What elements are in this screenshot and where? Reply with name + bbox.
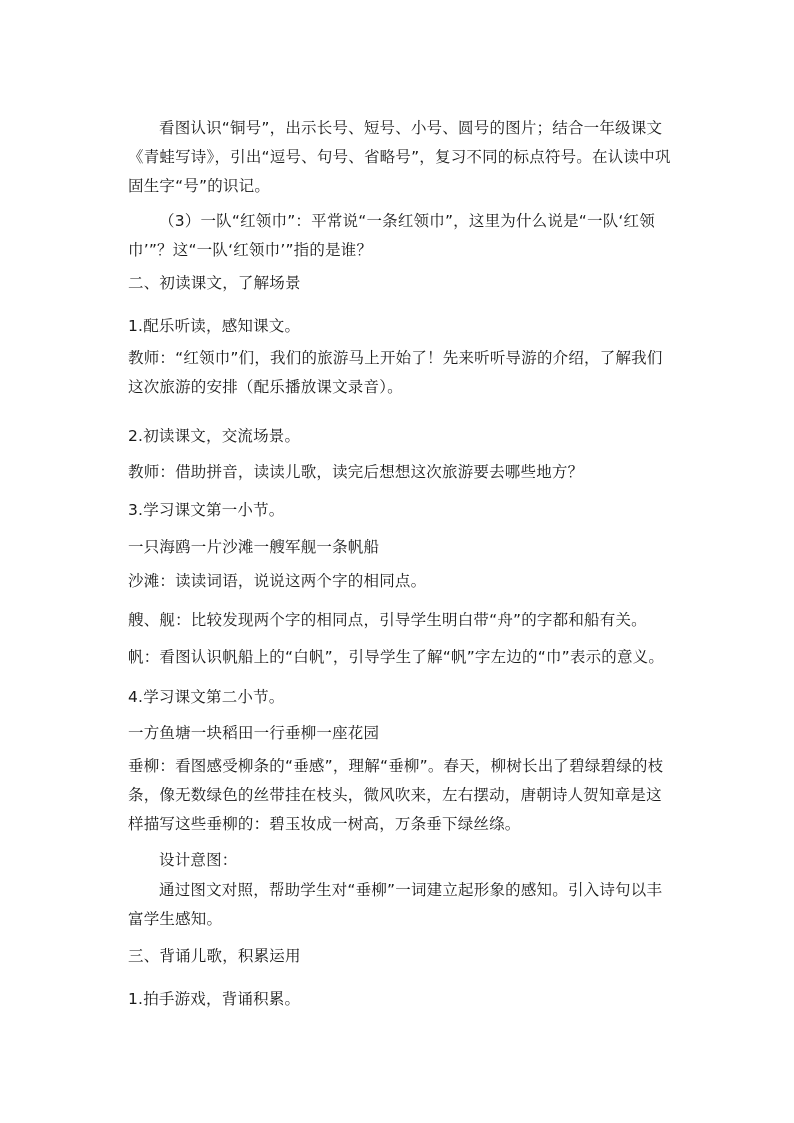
section-heading-recite: 三、背诵儿歌，积累运用 [128, 947, 301, 965]
paragraph-teacher-intro: 教师：“红领巾”们，我们的旅游马上开始了！先来听听导游的介绍，了解我们这次旅游的安排（配乐播放课文录音）。 [128, 349, 663, 396]
paragraph-teacher-pinyin: 教师：借助拼音，读读儿歌，读完后想想这次旅游要去哪些地方？ [128, 463, 584, 481]
section-heading-first-reading: 二、初读课文，了解场景 [128, 274, 301, 292]
paragraph-design-intent-label: 设计意图： [159, 851, 238, 869]
paragraph-sail: 帆：看图认识帆船上的“白帆”，引导学生了解“帆”字左边的“巾”表示的意义。 [128, 648, 665, 666]
step-heading-first-read: 2.初读课文，交流场景。 [128, 427, 301, 445]
paragraph-red-scarf-team: （3）一队“红领巾”：平常说“一条红领巾”，这里为什么说是“一队‘红领巾’”？这“一队‘红领巾’”指的是谁？ [128, 212, 655, 259]
paragraph-bugle-punctuation: 看图认识“铜号”，出示长号、短号、小号、圆号的图片；结合一年级课文《青蛙写诗》，引出“逗号、句号、省略号”，复习不同的标点符号。在认读中巩固生字“号”的识记。 [128, 119, 671, 195]
paragraph-word-list-one: 一只海鸥一片沙滩一艘军舰一条帆船 [128, 538, 380, 556]
step-heading-section-one: 3.学习课文第一小节。 [128, 501, 285, 519]
paragraph-word-list-two: 一方鱼塘一块稻田一行垂柳一座花园 [128, 724, 380, 742]
step-heading-section-two: 4.学习课文第二小节。 [128, 688, 285, 706]
paragraph-design-intent: 通过图文对照，帮助学生对“垂柳”一词建立起形象的感知。引入诗句以丰富学生感知。 [128, 881, 663, 928]
step-heading-listen: 1.配乐听读，感知课文。 [128, 317, 301, 335]
paragraph-beach: 沙滩：读读词语，说说这两个字的相同点。 [128, 572, 427, 590]
paragraph-ship-words: 艘、舰：比较发现两个字的相同点，引导学生明白带“舟”的字都和船有关。 [128, 611, 647, 629]
step-heading-clapping-game: 1.拍手游戏，背诵积累。 [128, 990, 301, 1008]
paragraph-willow: 垂柳：看图感受柳条的“垂感”，理解“垂柳”。春天，柳树长出了碧绿碧绿的枝条，像无数绿色的丝带挂在枝头，微风吹来，左右摆动，唐朝诗人贺知章是这样描写这些垂柳的：碧玉妆成一树高，万条垂下绿丝绦。 [128, 757, 664, 833]
